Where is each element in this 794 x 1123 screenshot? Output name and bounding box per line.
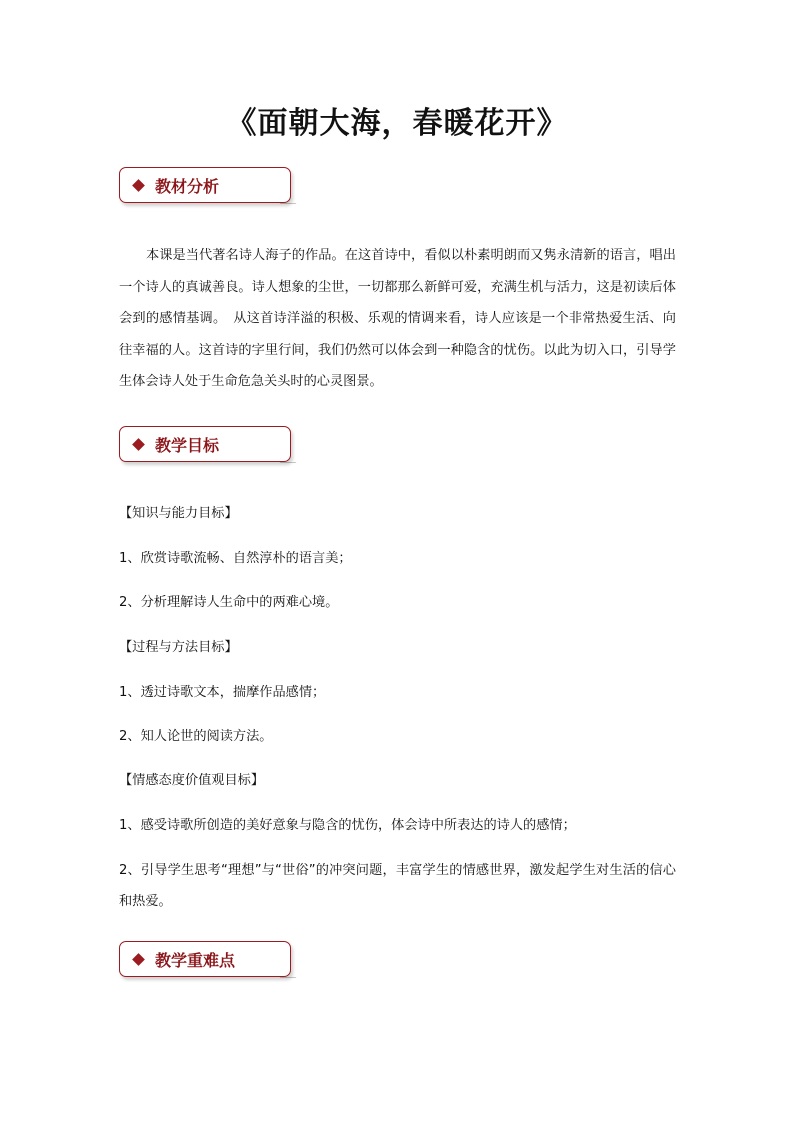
emotion-goal-item: 1、感受诗歌所创造的美好意象与隐含的忧伤，体会诗中所表达的诗人的感情；: [119, 818, 576, 833]
diamond-bullet-icon: [132, 953, 145, 966]
section-title: 教学重难点: [155, 951, 236, 970]
section-title: 教材分析: [155, 177, 220, 196]
analysis-paragraph: 本课是当代著名诗人海子的作品。在这首诗中，看似以朴素明朗而又隽永清新的语言，唱出一个诗人的真诚善良。诗人想象的尘世，一切都那么新鲜可爱，充满生机与活力，这是初读后体会到的感情基调。 从这首诗洋溢的积极、乐观的情调来看，诗人应该是一个非常热爱生活、向往幸福的人。这首诗的字里行间，我们仍然可以体会到一种隐含的忧伤。以此为切入口，引导学生体会诗人处于生命危急关头时的心灵图景。: [119, 248, 676, 389]
diamond-bullet-icon: [132, 179, 145, 192]
section-header-box: [119, 426, 291, 462]
section-header-goals: [119, 426, 301, 466]
section-header-analysis: [119, 167, 301, 207]
knowledge-goal-item: 1、欣赏诗歌流畅、自然淳朴的语言美；: [119, 551, 352, 566]
process-goal-item: 1、透过诗歌文本，揣摩作品感情；: [119, 685, 326, 700]
emotion-goals-heading: 【情感态度价值观目标】: [119, 773, 265, 788]
emotion-goal-item: 2、引导学生思考“理想”与“世俗”的冲突问题，丰富学生的情感世界，激发起学生对生活的信心和热爱。: [119, 863, 676, 909]
knowledge-goals-heading: 【知识与能力目标】: [119, 506, 238, 521]
process-goals-heading: 【过程与方法目标】: [119, 640, 238, 655]
knowledge-goal-item: 2、分析理解诗人生命中的两难心境。: [119, 595, 339, 610]
section-title: 教学目标: [155, 436, 220, 455]
section-header-difficulty: [119, 941, 301, 981]
section-header-box: [119, 167, 291, 203]
section-header-box: [119, 941, 291, 977]
diamond-bullet-icon: [132, 438, 145, 451]
page-title: 《面朝大海，春暖花开》: [226, 106, 568, 141]
process-goal-item: 2、知人论世的阅读方法。: [119, 729, 273, 744]
